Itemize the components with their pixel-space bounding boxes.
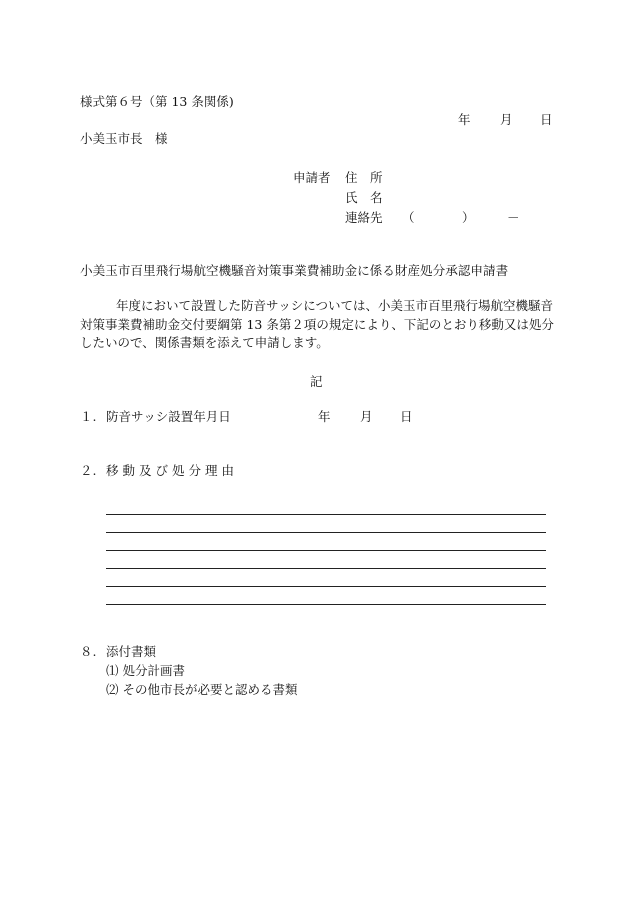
addressee: 小美玉市長 様 — [80, 131, 168, 146]
item3-label: 添付書類 — [106, 644, 157, 659]
ki-heading: 記 — [310, 374, 323, 389]
item1-number: １. — [80, 409, 97, 424]
contact-open-paren: （ — [402, 210, 415, 225]
item2-number: ２. — [80, 463, 97, 478]
date-month-label: 月 — [500, 112, 513, 127]
body-paragraph: 年度において設置した防音サッシについては、小美玉市百里飛行場航空機騒音対策事業費補助金交付要綱第 13 条第２項の規定により、下記のとおり移動又は処分したいので、関係書類を添えて申請します。 — [80, 298, 554, 350]
reason-line — [106, 550, 546, 551]
date-year-label: 年 — [458, 112, 471, 127]
reason-line — [106, 586, 546, 587]
item1-day-label: 日 — [400, 409, 413, 424]
contact-close-paren: ） — [462, 210, 475, 225]
contact-label: 連絡先 — [345, 210, 383, 225]
attachment-item: ⑵ その他市長が必要と認める書類 — [106, 682, 298, 697]
reason-line — [106, 514, 546, 515]
reason-line — [106, 568, 546, 569]
attachment-item: ⑴ 処分計画書 — [106, 663, 185, 678]
contact-dash: － — [507, 210, 520, 225]
address-label: 住 所 — [345, 170, 383, 185]
applicant-label: 申請者 — [293, 170, 331, 185]
reason-line — [106, 532, 546, 533]
name-label: 氏 名 — [345, 190, 383, 205]
item1-month-label: 月 — [360, 409, 373, 424]
form-number: 様式第６号（第 13 条関係) — [80, 94, 234, 109]
item1-year-label: 年 — [318, 409, 331, 424]
document-title: 小美玉市百里飛行場航空機騒音対策事業費補助金に係る財産処分承認申請書 — [80, 263, 509, 278]
date-day-label: 日 — [540, 112, 553, 127]
item3-number: ８. — [80, 644, 97, 659]
item1-label: 防音サッシ設置年月日 — [106, 409, 231, 424]
item2-label: 移動及び処分理由 — [106, 463, 239, 478]
reason-line — [106, 604, 546, 605]
